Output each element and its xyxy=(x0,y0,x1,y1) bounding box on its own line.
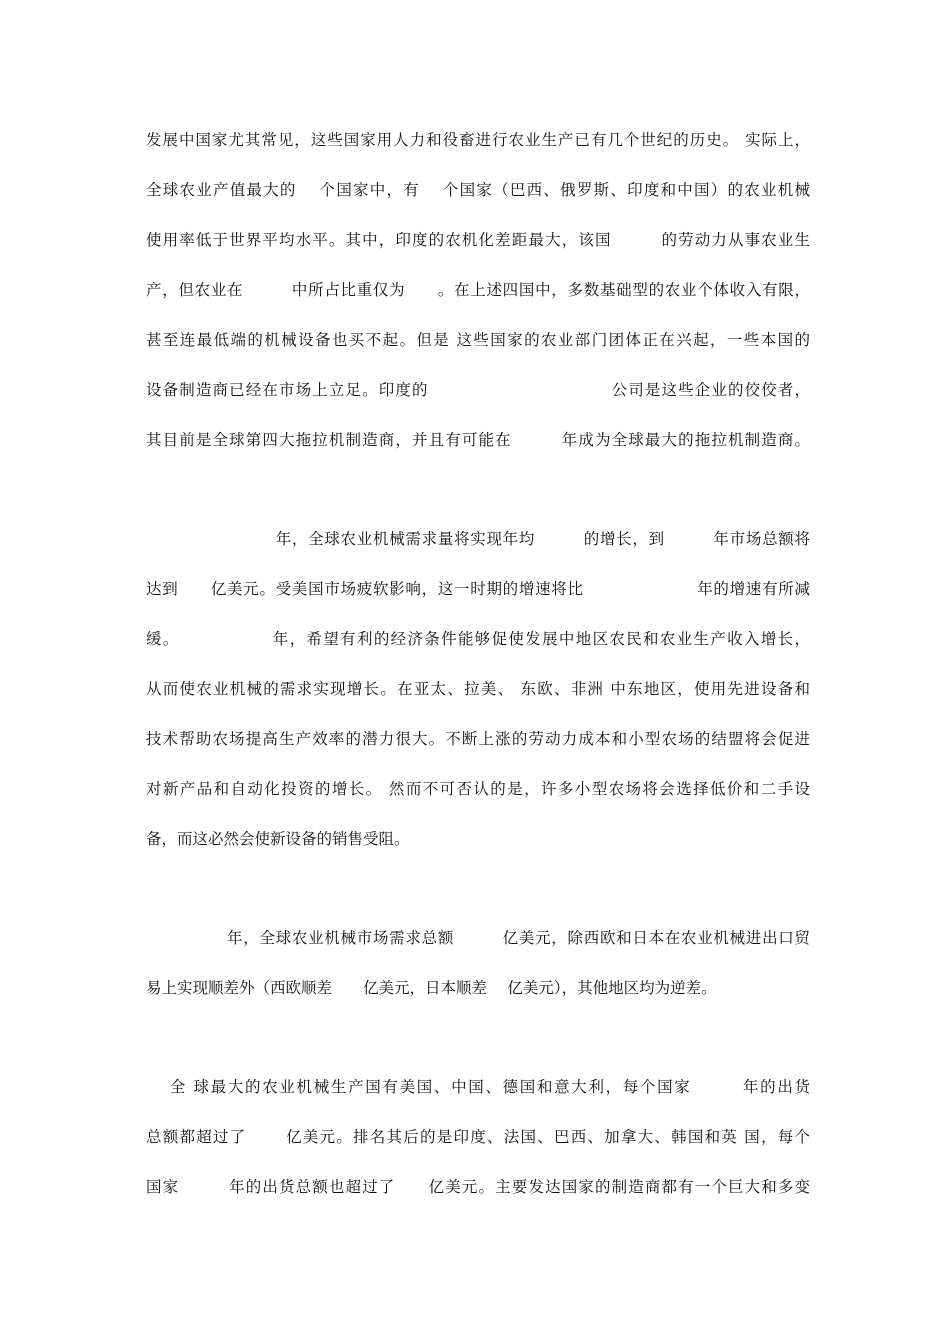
text-line: 缓。 年，希望有利的经济条件能够促使发展中地区农民和农业生产收入增长， xyxy=(146,630,810,648)
text-line: 对新产品和自动化投资的增长。 然而不可否认的是，许多小型农场将会选择低价和二手设 xyxy=(146,780,810,798)
text-line: 其目前是全球第四大拖拉机制造商，并且有可能在 年成为全球最大的拖拉机制造商。 xyxy=(146,431,810,449)
text-line: 年，全球农业机械市场需求总额 亿美元，除西欧和日本在农业机械进出口贸 xyxy=(146,929,810,947)
text-line: 易上实现顺差外（西欧顺差 亿美元，日本顺差 亿美元），其他地区均为逆差。 xyxy=(146,979,717,997)
text-line: 全球农业产值最大的 个国家中，有 个国家（巴西、俄罗斯、印度和中国）的农业机械 xyxy=(146,181,810,199)
text-line: 国家 年的出货总额也超过了 亿美元。主要发达国家的制造商都有一个巨大和多变 xyxy=(146,1178,810,1196)
text-line: 技术帮助农场提高生产效率的潜力很大。不断上涨的劳动力成本和小型农场的结盟将会促进 xyxy=(146,730,810,748)
text-line: 年，全球农业机械需求量将实现年均 的增长，到 年市场总额将 xyxy=(146,530,810,548)
text-line: 从而使农业机械的需求实现增长。在亚太、拉美、 东欧、非洲 中东地区，使用先进设备和 xyxy=(146,680,810,698)
text-line: 发展中国家尤其常见，这些国家用人力和役畜进行农业生产已有几个世纪的历史。 实际上， xyxy=(146,131,810,149)
text-line: 全 球最大的农业机械生产国有美国、中国、德国和意大利，每个国家 年的出货 xyxy=(146,1078,810,1096)
text-line: 备，而这必然会使新设备的销售受阻。 xyxy=(146,830,410,848)
text-line: 设备制造商已经在市场上立足。印度的 公司是这些企业的佼佼者， xyxy=(146,381,810,399)
text-line: 总额都超过了 亿美元。排名其后的是印度、法国、巴西、加拿大、韩国和英 国，每个 xyxy=(146,1128,810,1146)
text-line: 使用率低于世界平均水平。其中，印度的农机化差距最大，该国 的劳动力从事农业生 xyxy=(146,231,810,249)
text-line: 甚至连最低端的机械设备也买不起。但是 这些国家的农业部门团体正在兴起，一些本国的 xyxy=(146,331,810,349)
text-line: 达到 亿美元。受美国市场疲软影响，这一时期的增速将比 年的增速有所减 xyxy=(146,580,810,598)
text-line: 产，但农业在 中所占比重仅为 。在上述四国中，多数基础型的农业个体收入有限， xyxy=(146,281,810,299)
